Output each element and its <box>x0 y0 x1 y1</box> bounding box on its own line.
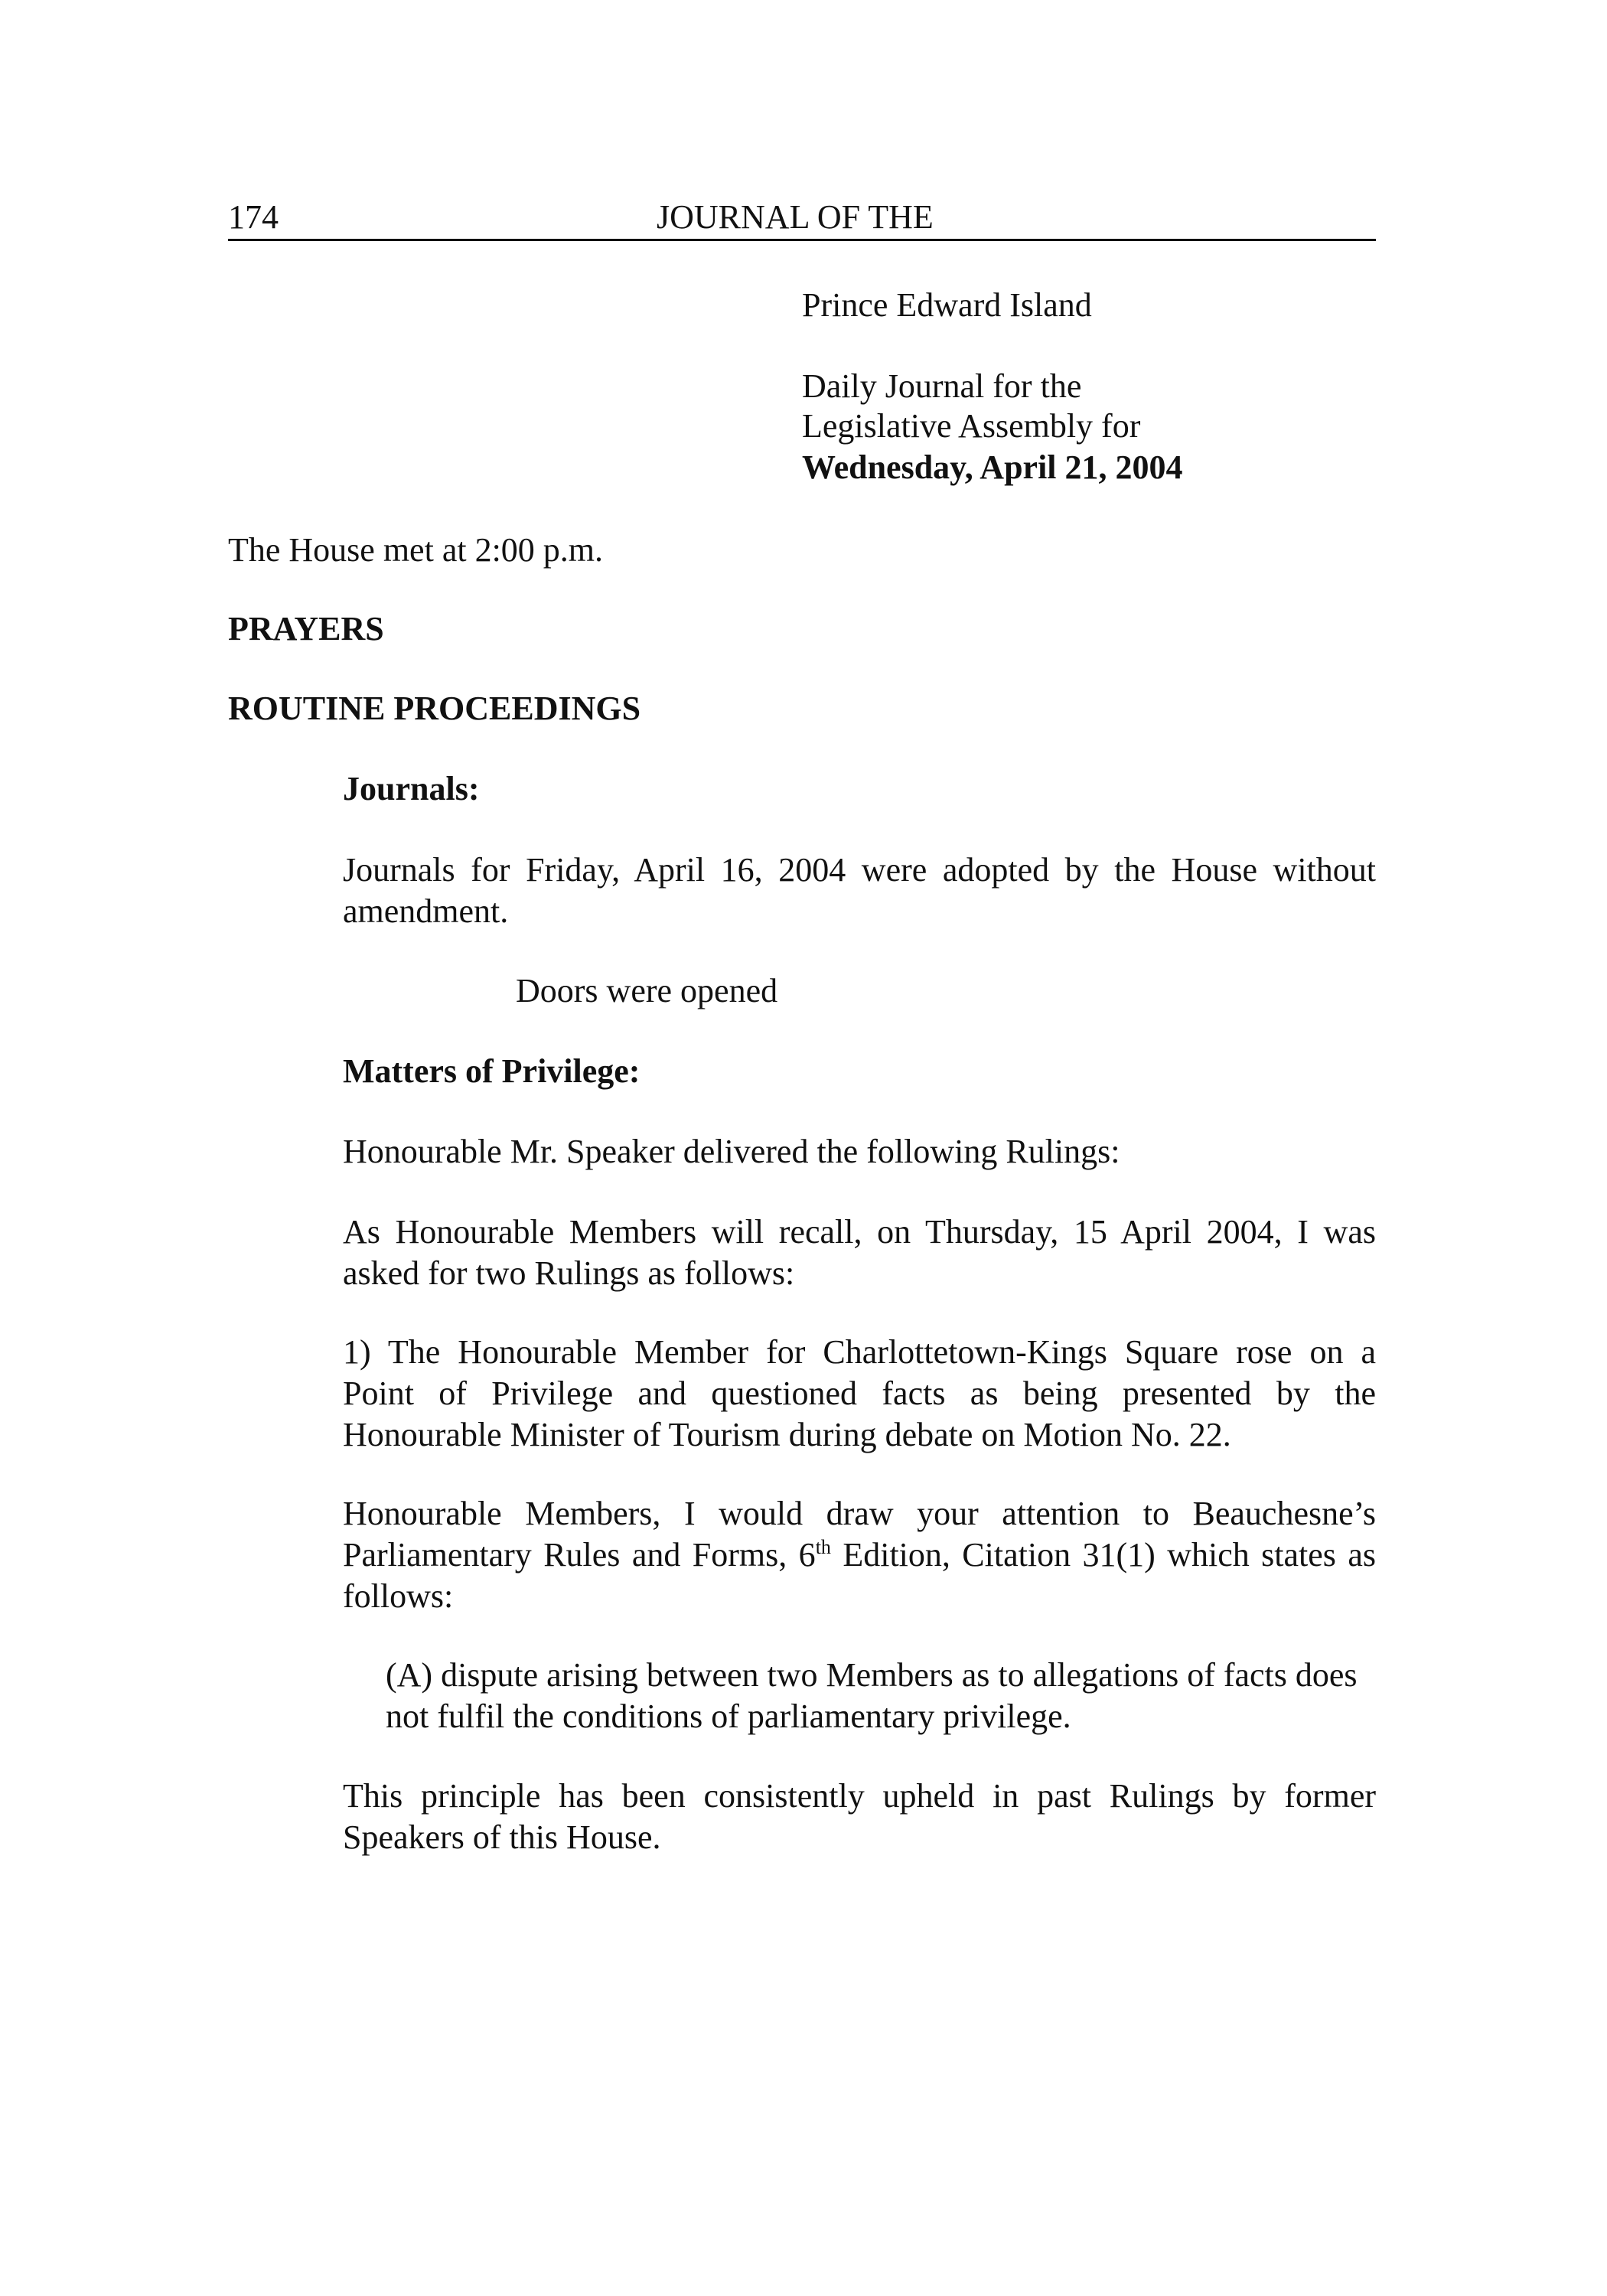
citation-quote-line-1: (A) dispute arising between two Members as to allegations of facts does <box>386 1656 1358 1694</box>
masthead-line-1: Daily Journal for the <box>802 367 1082 405</box>
journals-line-2: amendment. <box>343 892 509 930</box>
prayers-heading: PRAYERS <box>228 610 384 647</box>
beauchesne-paragraph <box>343 1493 1376 1617</box>
recall-line-1: As Honourable Members will recall, on Thursday, 15 April 2004, I was <box>343 1213 1376 1251</box>
beauchesne-line-2 <box>343 1534 1376 1576</box>
beauchesne-line-3: follows: <box>343 1577 454 1615</box>
running-title: JOURNAL OF THE <box>657 198 934 236</box>
house-met-text: The House met at 2:00 p.m. <box>228 531 604 569</box>
beauchesne-line-1: Honourable Members, I would draw your attention to Beauchesne’s <box>343 1495 1376 1532</box>
routine-proceedings-heading: ROUTINE PROCEEDINGS <box>228 690 641 727</box>
page-number: 174 <box>228 198 279 236</box>
doors-opened-text: Doors were opened <box>516 972 778 1009</box>
recall-paragraph <box>343 1212 1376 1294</box>
principle-line-2: Speakers of this House. <box>343 1818 661 1856</box>
beauchesne-line-2-start: Parliamentary Rules and Forms, 6 <box>343 1536 816 1574</box>
principle-paragraph <box>343 1776 1376 1858</box>
ruling-item-1-line-2: Point of Privilege and questioned facts as being presented by the <box>343 1375 1376 1412</box>
citation-quote <box>386 1655 1376 1737</box>
matters-of-privilege-heading: Matters of Privilege: <box>343 1052 641 1090</box>
ruling-item-1-line-3: Honourable Minister of Tourism during debate on Motion No. 22. <box>343 1416 1231 1453</box>
speaker-rulings-intro: Honourable Mr. Speaker delivered the following Rulings: <box>343 1133 1120 1170</box>
ruling-item-1-line-1: 1) The Honourable Member for Charlottetown-Kings Square rose on a <box>343 1333 1376 1371</box>
page-header <box>228 191 1376 241</box>
sitting-date: Wednesday, April 21, 2004 <box>802 448 1183 486</box>
recall-line-2: asked for two Rulings as follows: <box>343 1254 795 1292</box>
province-name: Prince Edward Island <box>802 286 1092 324</box>
masthead-line-2: Legislative Assembly for <box>802 407 1141 445</box>
journals-heading: Journals: <box>343 770 480 807</box>
ruling-item-1 <box>343 1332 1376 1456</box>
principle-line-1: This principle has been consistently upheld in past Rulings by former <box>343 1777 1376 1815</box>
journals-line-1: Journals for Friday, April 16, 2004 were adopted by the House without <box>343 851 1376 889</box>
journals-paragraph <box>343 850 1376 932</box>
citation-quote-line-2: not fulfil the conditions of parliamentary privilege. <box>386 1698 1071 1735</box>
edition-superscript: th <box>815 1536 831 1558</box>
beauchesne-line-2-end: Edition, Citation 31(1) which states as <box>830 1536 1376 1574</box>
